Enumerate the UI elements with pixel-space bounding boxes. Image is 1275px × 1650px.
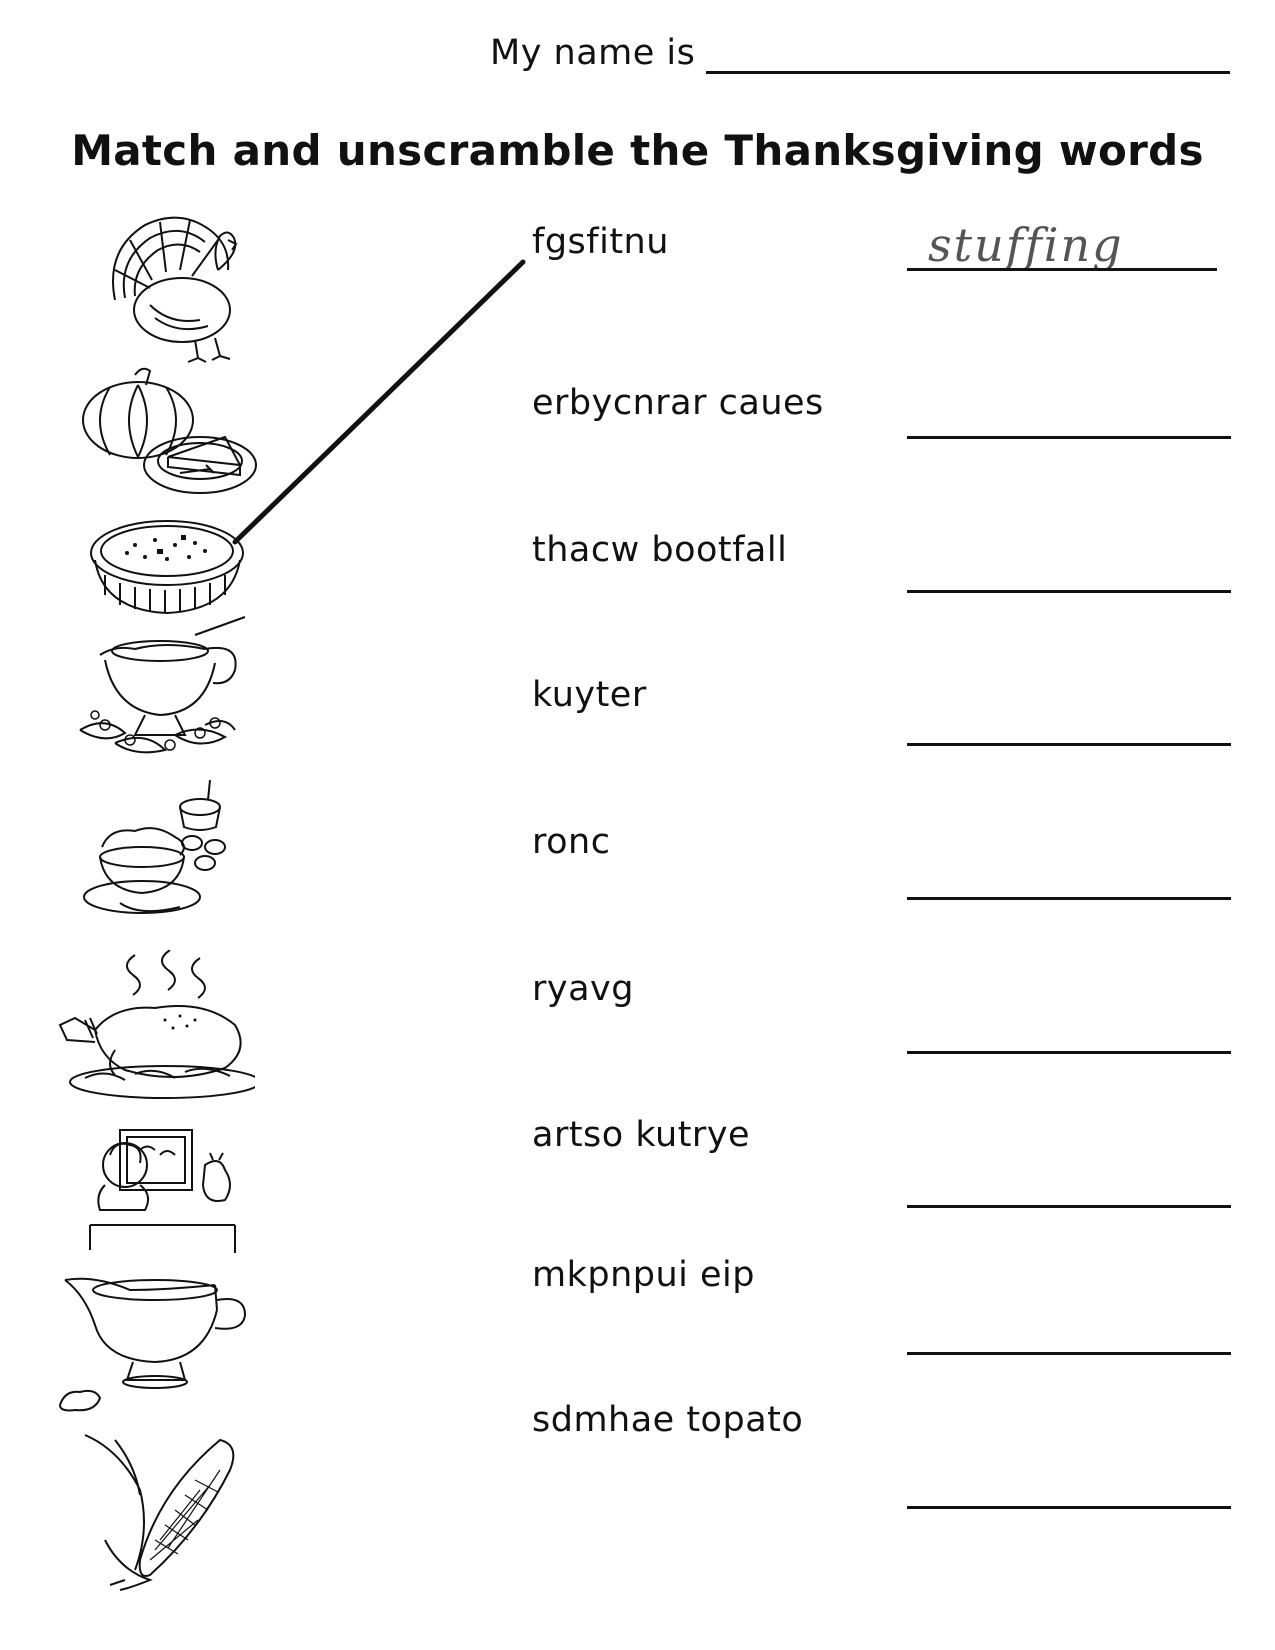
name-label: My name is [490,33,696,73]
page-title: Match and unscramble the Thanksgiving words [71,126,1204,175]
match-line [235,262,523,542]
scrambled-word-8: mkpnpui eip [532,1255,755,1295]
scrambled-word-7: artso kutrye [532,1115,751,1155]
scrambled-word-4: kuyter [532,675,647,715]
scrambled-word-2: erbycnrar caues [532,383,824,423]
handwritten-answer-1: stuffing [928,218,1124,272]
scrambled-word-6: ryavg [532,969,634,1009]
scrambled-word-3: thacw bootfall [532,530,788,570]
scrambled-word-9: sdmhae topato [532,1400,804,1440]
scrambled-word-1: fgsfitnu [532,222,669,262]
scrambled-word-5: ronc [532,822,611,862]
